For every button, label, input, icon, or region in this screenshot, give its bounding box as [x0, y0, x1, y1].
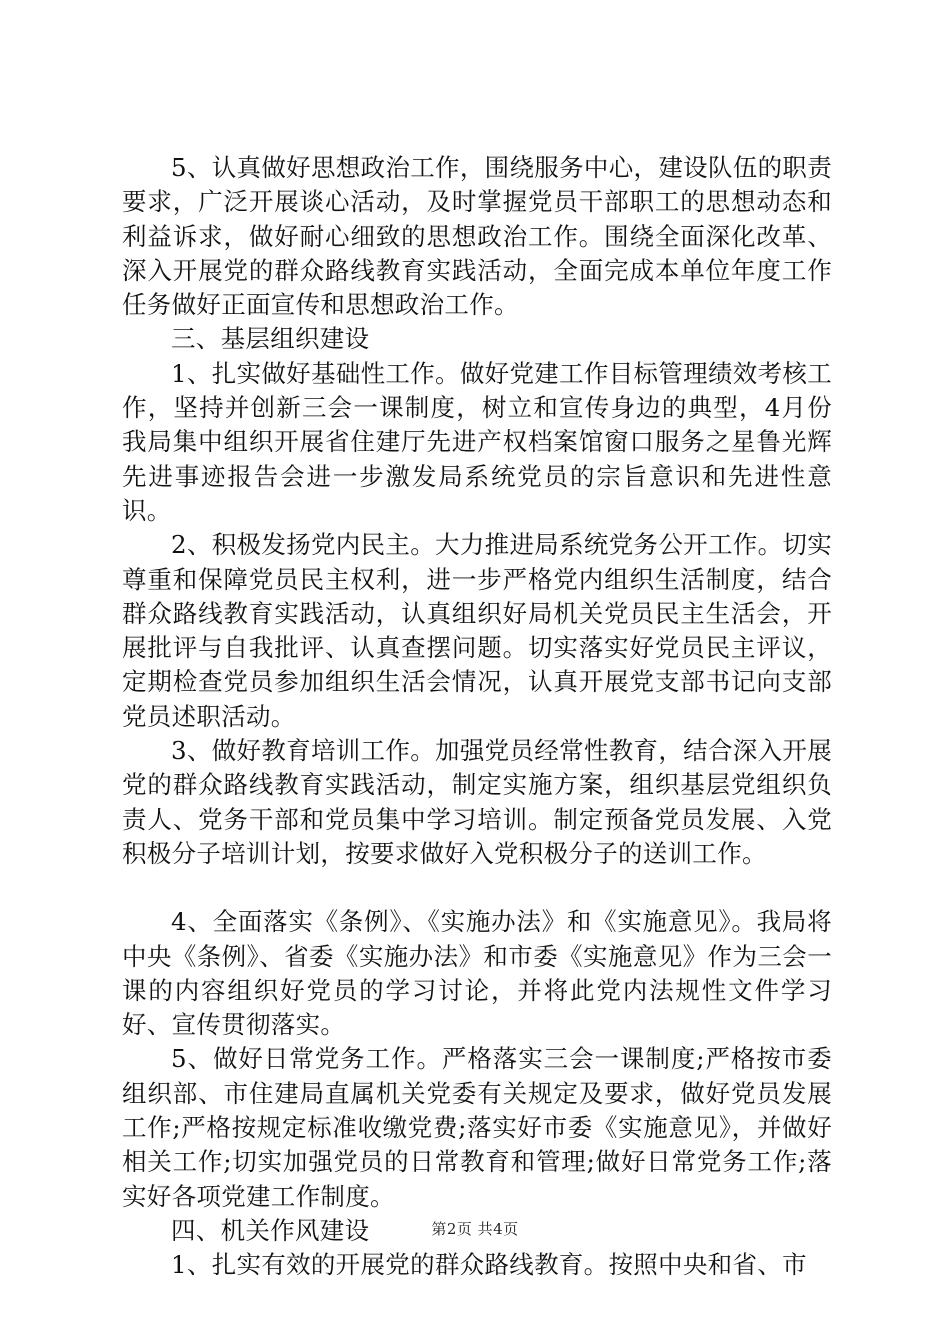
paragraph-regulations: 4、全面落实《条例》、《实施办法》和《实施意见》。我局将中央《条例》、省委《实施办法》和市委《实施意见》作为三会一课的内容组织好党员的学习讨论，并将此党内法规性文件学习好、宣传贯彻落实。 [122, 907, 832, 1040]
paragraph-spacer [122, 871, 832, 905]
paragraph-mass-line-education: 1、扎实有效的开展党的群众路线教育。按照中央和省、市 [171, 1250, 807, 1280]
paragraph-daily-affairs: 5、做好日常党务工作。严格落实三会一课制度;严格按市委组织部、市住建局直属机关党委有关规定及要求，做好党员发展工作;严格按规定标准收缴党费;落实好市委《实施意见》，并做好相关工作;切实加强党员的日常教育和管理;做好日常党务工作;落实好各项党建工作制度。 [122, 1044, 832, 1211]
paragraph-inner-party-democracy: 2、积极发扬党内民主。大力推进局系统党务公开工作。切实尊重和保障党员民主权利，进一步严格党内组织生活制度，结合群众路线教育实践活动，认真组织好局机关党员民主生活会，开展批评与自我批评、认真查摆问题。切实落实好党员民主评议，定期检查党员参加组织生活会情况，认真开展党支部书记向支部党员述职活动。 [122, 530, 832, 731]
section-heading-work-style: 四、机关作风建设 [171, 1215, 370, 1245]
page-footer: 第2页 共4页 [431, 1220, 519, 1238]
paragraph-basic-work: 1、扎实做好基础性工作。做好党建工作目标管理绩效考核工作，坚持并创新三会一课制度，树立和宣传身边的典型，4月份我局集中组织开展省住建厅先进产权档案馆窗口服务之星鲁光辉先进事迹报告会进一步激发局系统党员的宗旨意识和先进性意识。 [122, 358, 833, 525]
paragraph-ideological-work: 5、认真做好思想政治工作，围绕服务中心，建设队伍的职责要求，广泛开展谈心活动，及时掌握党员干部职工的思想动态和利益诉求，做好耐心细致的思想政治工作。围绕全面深化改革、深入开展党的群众路线教育实践活动，全面完成本单位年度工作任务做好正面宣传和思想政治工作。 [122, 153, 832, 320]
section-heading-grassroots: 三、基层组织建设 [171, 324, 370, 354]
paragraph-education-training: 3、做好教育培训工作。加强党员经常性教育，结合深入开展党的群众路线教育实践活动，制定实施方案，组织基层党组织负责人、党务干部和党员集中学习培训。制定预备党员发展、入党积极分子培训计划，按要求做好入党积极分子的送训工作。 [122, 736, 832, 868]
document-body [122, 151, 832, 1283]
